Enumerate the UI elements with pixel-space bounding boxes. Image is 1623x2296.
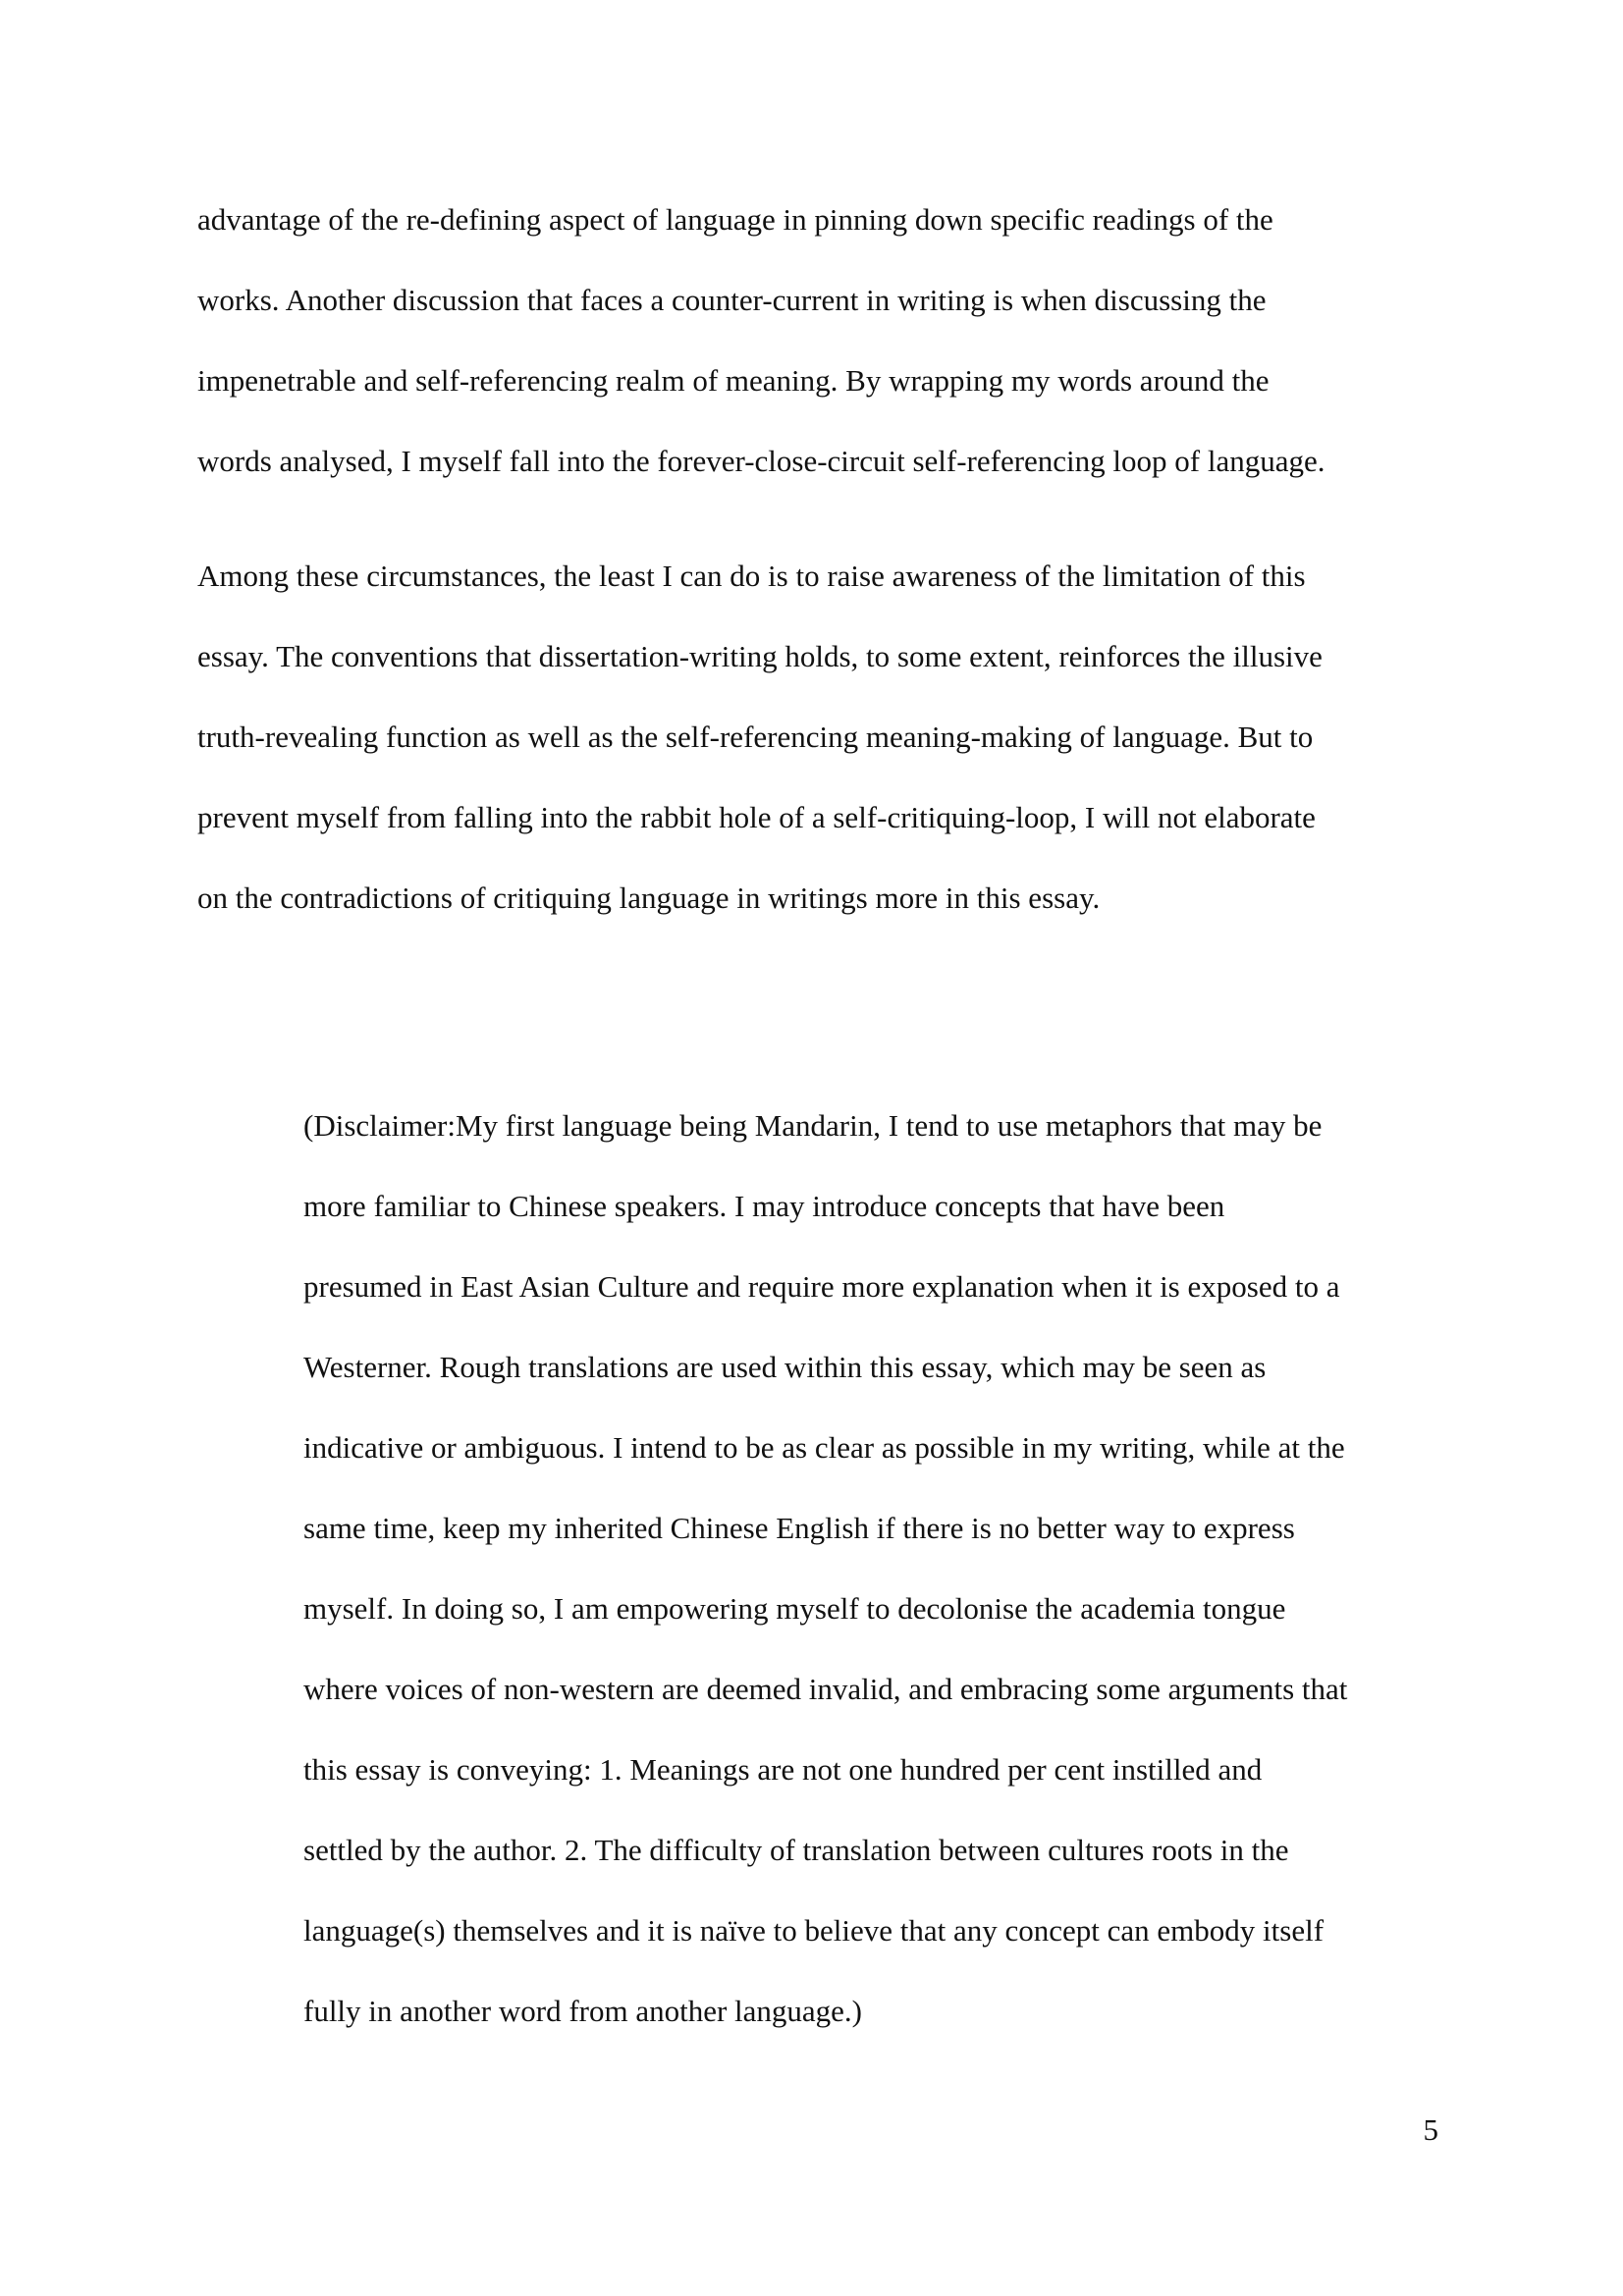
text-line: presumed in East Asian Culture and require more explanation when it is exposed to a	[303, 1269, 1340, 1304]
body-paragraph	[197, 536, 1323, 938]
text-line: impenetrable and self-referencing realm of meaning. By wrapping my words around the	[197, 363, 1270, 398]
text-line: Westerner. Rough translations are used within this essay, which may be seen as	[303, 1350, 1267, 1384]
text-line: indicative or ambiguous. I intend to be as clear as possible in my writing, while at the	[303, 1430, 1345, 1465]
text-line: myself. In doing so, I am empowering myself to decolonise the academia tongue	[303, 1591, 1286, 1626]
disclaimer-paragraph	[303, 1086, 1347, 2052]
text-line: advantage of the re-defining aspect of language in pinning down specific readings of the	[197, 202, 1273, 237]
text-line: fully in another word from another language.)	[303, 1994, 863, 2028]
text-line: truth-revealing function as well as the self-referencing meaning-making of language. But to	[197, 720, 1314, 754]
body-paragraph	[197, 180, 1325, 502]
text-line: language(s) themselves and it is naïve to believe that any concept can embody itself	[303, 1913, 1325, 1948]
text-line: on the contradictions of critiquing language in writings more in this essay.	[197, 881, 1101, 915]
text-line: Among these circumstances, the least I can do is to raise awareness of the limitation of this	[197, 559, 1306, 593]
text-line: prevent myself from falling into the rabbit hole of a self-critiquing-loop, I will not elaborate	[197, 800, 1316, 834]
page-number: 5	[1423, 2112, 1438, 2147]
text-line: works. Another discussion that faces a counter-current in writing is when discussing the	[197, 283, 1267, 317]
text-line: words analysed, I myself fall into the forever-close-circuit self-referencing loop of language.	[197, 444, 1325, 478]
text-line: same time, keep my inherited Chinese English if there is no better way to express	[303, 1511, 1295, 1545]
text-line: more familiar to Chinese speakers. I may introduce concepts that have been	[303, 1189, 1225, 1223]
text-line: (Disclaimer:My first language being Mandarin, I tend to use metaphors that may be	[303, 1108, 1323, 1143]
text-line: essay. The conventions that dissertation-writing holds, to some extent, reinforces the illusive	[197, 639, 1323, 673]
text-line: where voices of non-western are deemed invalid, and embracing some arguments that	[303, 1672, 1348, 1706]
text-line: settled by the author. 2. The difficulty of translation between cultures roots in the	[303, 1833, 1289, 1867]
text-line: this essay is conveying: 1. Meanings are not one hundred per cent instilled and	[303, 1752, 1263, 1787]
